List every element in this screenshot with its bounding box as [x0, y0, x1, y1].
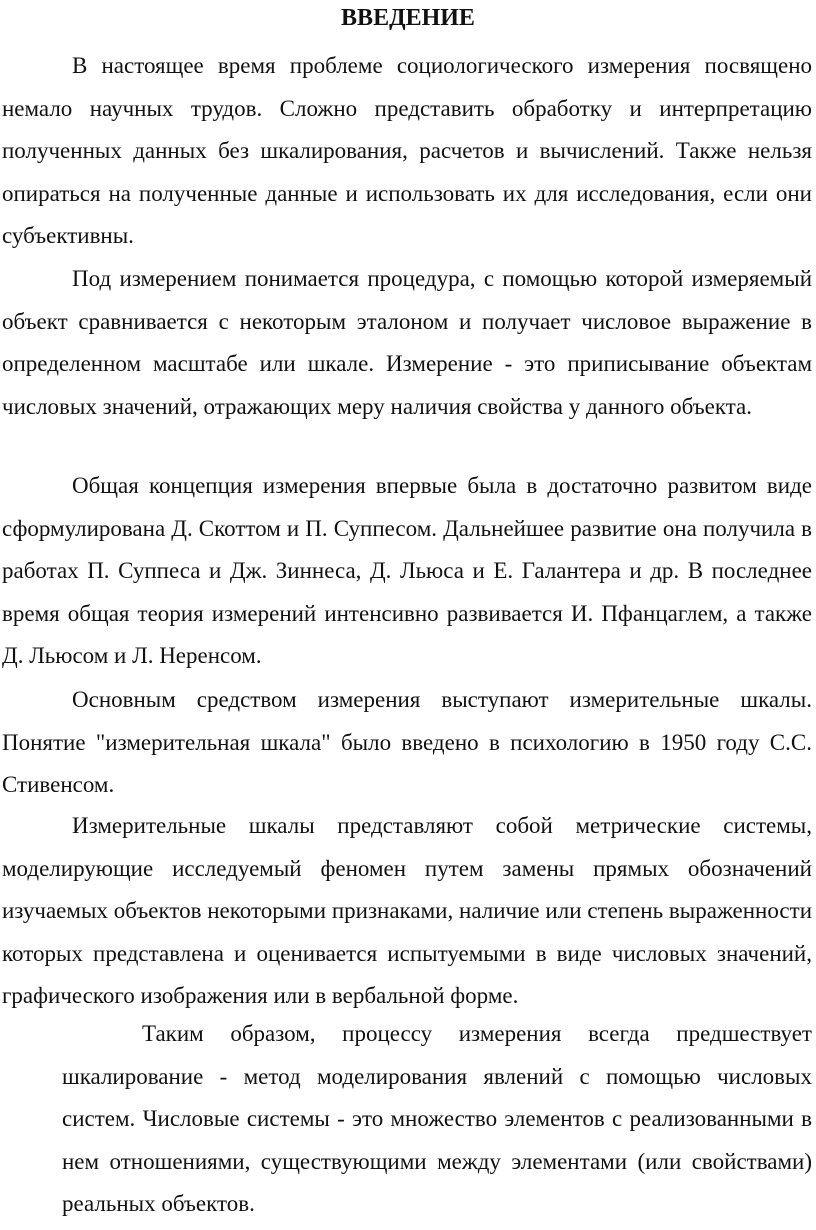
- paragraph-scaling-method: Таким образом, процессу измерения всегда предшествует шкалирование - метод моделирования явлений с помощью числовых систем. Числовые системы - это множество элементов с реализованными в нем отношениями, существующими между элементами (или свойствами) реальных объектов.: [62, 1021, 812, 1216]
- paragraph-scale-systems: Измерительные шкалы представляют собой метрические системы, моделирующие исследуемый феномен путем замены прямых обозначений изучаемых объектов некоторыми признаками, наличие или степень выраженности которых представлена и оценивается испытуемыми в виде числовых значений, графического изображения или в вербальной форме.: [2, 813, 812, 1008]
- page-title: ВВЕДЕНИЕ: [341, 5, 475, 31]
- paragraph-general-concept: Общая концепция измерения впервые была в достаточно развитом виде сформулирована Д. Скоттом и П. Суппесом. Дальнейшее развитие она получила в работах П. Суппеса и Дж. Зиннеса, Д. Льюса и Е. Галантера и др. В последнее время общая теория измерений интенсивно развивается И. Пфанцаглем, а также Д. Льюсом и Л. Неренсом.: [2, 473, 812, 668]
- paragraph-measurement-scales: Основным средством измерения выступают измерительные шкалы. Понятие "измерительная шкала" было введено в психологию в 1950 году С.С. Стивенсом.: [2, 687, 812, 797]
- paragraph-measurement-definition: Под измерением понимается процедура, с помощью которой измеряемый объект сравнивается с некоторым эталоном и получает числовое выражение в определенном масштабе или шкале. Измерение - это приписывание объектам числовых значений, отражающих меру наличия свойства у данного объекта.: [2, 266, 812, 419]
- paragraph-intro: В настоящее время проблеме социологического измерения посвящено немало научных трудов. Сложно представить обработку и интерпретацию полученных данных без шкалирования, расчетов и вычислений. Также нельзя опираться на полученные данные и использовать их для исследования, если они субъективны.: [2, 53, 812, 248]
